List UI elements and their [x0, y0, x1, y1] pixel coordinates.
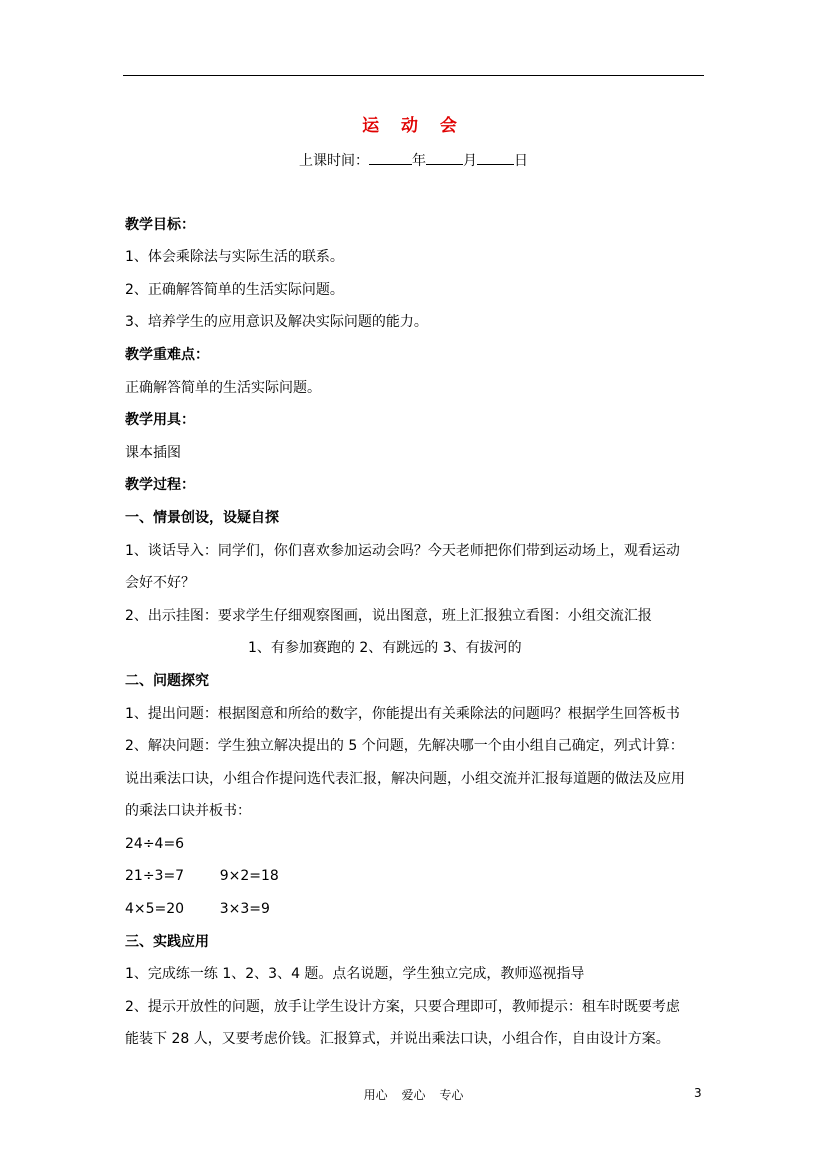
body-line: 1、谈话导入：同学们，你们喜欢参加运动会吗？今天老师把你们带到运动场上，观看运动	[125, 543, 680, 559]
page-number: 3	[694, 1086, 702, 1100]
year-label: 年	[412, 153, 426, 169]
body-line-indented: 1、有参加赛跑的 2、有跳远的 3、有拔河的	[248, 640, 522, 656]
body-line: 1、提出问题：根据图意和所给的数字，你能提出有关乘除法的问题吗？根据学生回答板书	[125, 706, 680, 722]
part-heading-inquiry: 二、问题探究	[125, 673, 209, 689]
part-heading-practice: 三、实践应用	[125, 934, 209, 950]
footer-motto: 用心	[363, 1088, 388, 1102]
month-blank	[426, 152, 463, 165]
body-line: 会好不好？	[125, 575, 195, 591]
materials-text: 课本插图	[125, 445, 181, 461]
page-footer	[0, 1086, 827, 1103]
section-heading-process: 教学过程：	[125, 477, 195, 493]
body-line: 能装下 28 人，又要考虑价钱。汇报算式，并说出乘法口诀，小组合作，自由设计方案。	[125, 1031, 670, 1047]
section-heading-objectives: 教学目标：	[125, 217, 195, 233]
footer-motto: 专心	[439, 1088, 464, 1102]
body-line: 说出乘法口诀，小组合作提问选代表汇报，解决问题，小组交流并汇报每道题的做法及应用	[125, 771, 685, 787]
footer-motto: 爱心	[401, 1088, 426, 1102]
body-line: 2、解决问题：学生独立解决提出的 5 个问题，先解决哪一个由小组自己确定，列式计算：	[125, 738, 684, 754]
equation-line: 4×5=20 3×3=9	[125, 901, 270, 917]
day-blank	[477, 152, 514, 165]
body-line: 2、出示挂图：要求学生仔细观察图画，说出图意，班上汇报独立看图：小组交流汇报	[125, 608, 652, 624]
section-heading-key-points: 教学重难点：	[125, 347, 209, 363]
year-blank	[369, 152, 412, 165]
date-label: 上课时间：	[299, 153, 369, 169]
body-line: 2、提示开放性的问题，放手让学生设计方案，只要合理即可，教师提示：租车时既要考虑	[125, 999, 680, 1015]
part-heading-scenario: 一、情景创设，设疑自探	[125, 510, 279, 526]
body-line: 的乘法口诀并板书：	[125, 803, 251, 819]
objective-item: 3、培养学生的应用意识及解决实际问题的能力。	[125, 314, 428, 330]
equation-line: 24÷4=6	[125, 836, 185, 852]
section-heading-materials: 教学用具：	[125, 412, 195, 428]
objective-item: 1、体会乘除法与实际生活的联系。	[125, 249, 344, 265]
header-rule	[123, 75, 704, 76]
month-label: 月	[463, 153, 477, 169]
objective-item: 2、正确解答简单的生活实际问题。	[125, 282, 344, 298]
document-title: 运 动 会	[362, 116, 465, 136]
key-points-text: 正确解答简单的生活实际问题。	[125, 380, 321, 396]
class-date-line	[0, 150, 827, 170]
day-label: 日	[514, 153, 528, 169]
body-line: 1、完成练一练 1、2、3、4 题。点名说题，学生独立完成，教师巡视指导	[125, 966, 585, 982]
equation-line: 21÷3=7 9×2=18	[125, 868, 279, 884]
